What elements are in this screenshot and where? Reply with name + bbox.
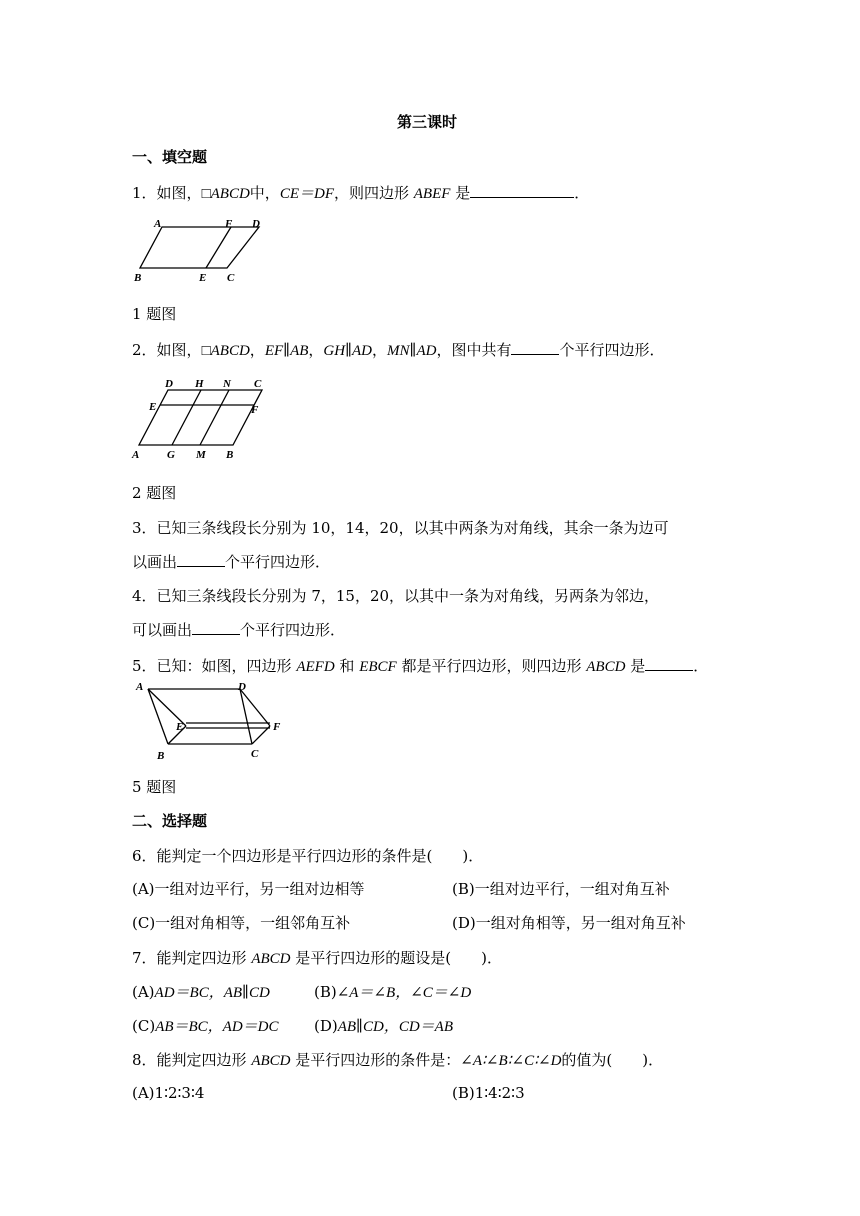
- section-fill-in-heading: 一、填空题: [132, 148, 208, 166]
- fig1-label-B: B: [134, 272, 142, 284]
- answer-blank-2[interactable]: [511, 339, 559, 355]
- figure-1-parallelogram: [130, 215, 270, 290]
- question-7-stem: 7．能判定四边形 ABCD 是平行四边形的题设是( )．: [132, 949, 502, 967]
- question-1: 1．如图，□ABCD中，CE＝DF，则四边形 ABEF 是 ．: [132, 184, 590, 202]
- fig5-label-A: A: [136, 681, 144, 693]
- fig2-label-E: E: [149, 401, 157, 413]
- fig2-label-C: C: [254, 378, 262, 390]
- figure-2-parallelogram: [130, 374, 270, 464]
- question-8-option-a[interactable]: (A)1∶2∶3∶4: [132, 1084, 205, 1102]
- question-4-line-1: 4．已知三条线段长分别为 7，15，20，以其中一条为对角线，另两条为邻边，: [132, 587, 660, 605]
- question-6-option-b[interactable]: (B)一组对边平行，一组对角互补: [452, 880, 670, 898]
- question-4-line-2: 可以画出 个平行四边形．: [132, 621, 346, 639]
- fig1-label-D: D: [252, 218, 260, 230]
- question-6-option-c[interactable]: (C)一组对角相等，一组邻角互补: [132, 914, 351, 932]
- fig2-label-B: B: [226, 449, 234, 461]
- question-2: 2．如图，□ABCD，EF∥AB，GH∥AD，MN∥AD，图中共有 个平行四边形．: [132, 341, 665, 359]
- fig5-label-E: E: [176, 721, 184, 733]
- question-3-line-2: 以画出 个平行四边形．: [132, 553, 331, 571]
- fig2-label-N: N: [223, 378, 231, 390]
- question-7-option-c[interactable]: (C)AB＝BC，AD＝DC: [132, 1017, 279, 1035]
- figure-5-caption: 5 题图: [132, 778, 177, 796]
- figure-1-caption: 1 题图: [132, 305, 177, 323]
- question-6-option-d[interactable]: (D)一组对角相等，另一组对角互补: [452, 914, 686, 932]
- answer-blank-5[interactable]: [645, 655, 693, 671]
- question-6-stem: 6．能判定一个四边形是平行四边形的条件是( )．: [132, 847, 484, 865]
- fig2-label-H: H: [195, 378, 204, 390]
- fig2-label-A: A: [132, 449, 140, 461]
- question-7-option-a[interactable]: (A)AD＝BC，AB∥CD: [132, 983, 270, 1001]
- answer-blank-3[interactable]: [177, 551, 225, 567]
- fig1-label-A: A: [154, 218, 162, 230]
- fig2-label-M: M: [196, 449, 206, 461]
- fig5-label-F: F: [273, 721, 281, 733]
- question-5: 5．已知：如图，四边形 AEFD 和 EBCF 都是平行四边形，则四边形 ABCD 是 ．: [132, 657, 709, 675]
- section-multiple-choice-heading: 二、选择题: [132, 812, 208, 830]
- fig1-label-E: E: [199, 272, 207, 284]
- question-7-option-d[interactable]: (D)AB∥CD，CD＝AB: [314, 1017, 453, 1035]
- figure-2-caption: 2 题图: [132, 484, 177, 502]
- question-7-option-b[interactable]: (B)∠A＝∠B，∠C＝∠D: [314, 983, 472, 1001]
- fig1-label-C: C: [227, 272, 235, 284]
- fig2-label-D: D: [165, 378, 173, 390]
- fig2-label-G: G: [167, 449, 175, 461]
- question-6-option-a[interactable]: (A)一组对边平行，另一组对边相等: [132, 880, 365, 898]
- page-title: 第三课时: [397, 113, 458, 131]
- question-3-line-1: 3．已知三条线段长分别为 10，14，20，以其中两条为对角线，其余一条为边可: [132, 519, 669, 537]
- figure-5-parallelograms: [130, 680, 290, 765]
- answer-blank-1[interactable]: [470, 182, 574, 198]
- question-8-option-b[interactable]: (B)1∶4∶2∶3: [452, 1084, 525, 1102]
- fig2-label-F: F: [251, 404, 259, 416]
- fig5-label-B: B: [157, 750, 165, 762]
- answer-blank-4[interactable]: [192, 619, 240, 635]
- fig5-label-D: D: [238, 681, 246, 693]
- fig5-label-C: C: [251, 748, 259, 760]
- question-8-stem: 8．能判定四边形 ABCD 是平行四边形的条件是：∠A∶∠B∶∠C∶∠D的值为( )．: [132, 1051, 664, 1069]
- fig1-label-F: F: [225, 218, 233, 230]
